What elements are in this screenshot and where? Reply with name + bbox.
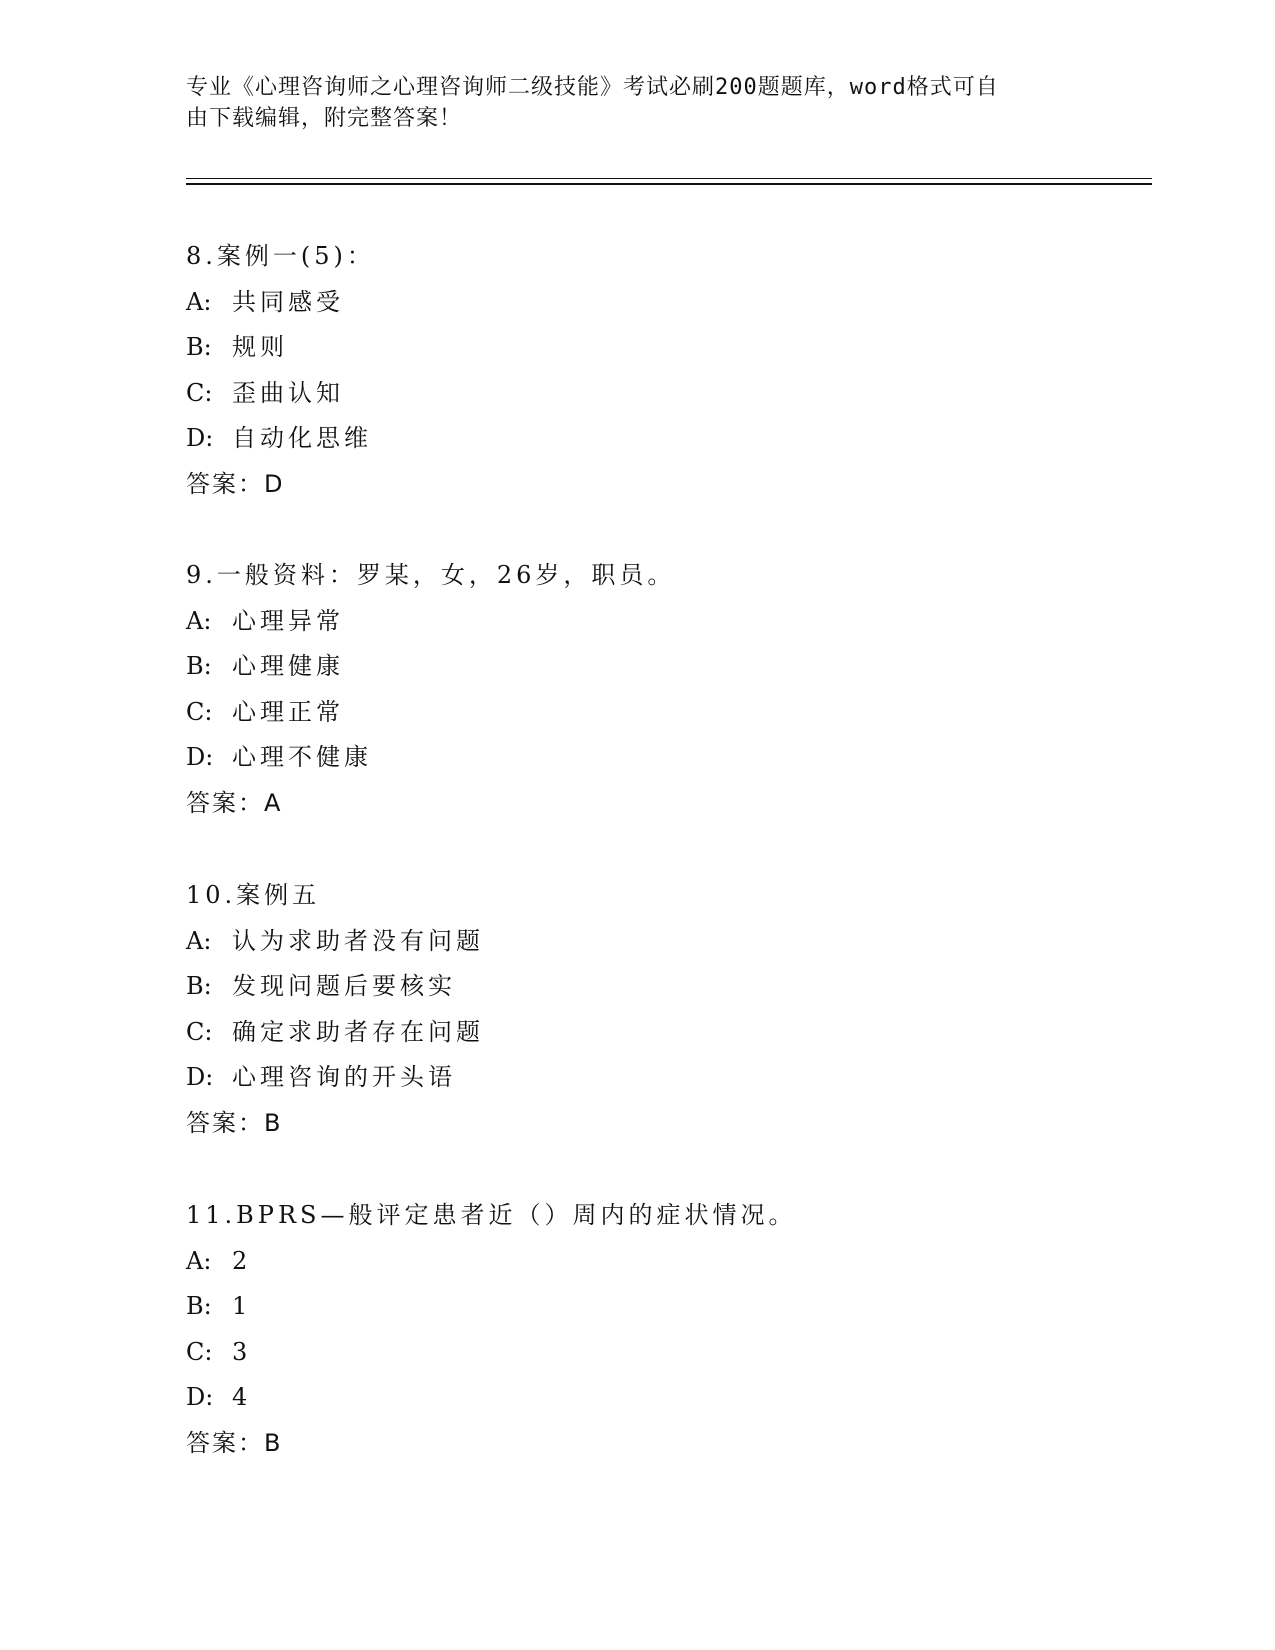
header-line-1: 专业《心理咨询师之心理咨询师二级技能》考试必刷200题题库，word格式可自 xyxy=(186,75,999,100)
option-text: 心理正常 xyxy=(232,697,344,726)
option-a xyxy=(186,1239,796,1285)
option-c xyxy=(186,690,675,736)
question-stem: 10.案例五 xyxy=(186,881,321,909)
question-stem: 9.一般资料：罗某，女，26岁，职员。 xyxy=(186,561,676,589)
option-a xyxy=(186,599,675,645)
question-8 xyxy=(186,234,375,507)
option-text: 发现问题后要核实 xyxy=(232,972,456,1000)
option-text: 规则 xyxy=(232,333,288,361)
option-letter: C: xyxy=(186,1017,213,1046)
header-divider-thin xyxy=(186,178,1152,179)
option-text: 心理不健康 xyxy=(232,743,372,771)
question-9 xyxy=(186,553,675,826)
option-letter: D: xyxy=(186,424,214,452)
option-b xyxy=(186,964,484,1010)
option-text: 2 xyxy=(232,1246,252,1275)
option-letter: B: xyxy=(186,652,212,680)
question-stem: 8.案例一(5)： xyxy=(186,242,375,270)
option-d xyxy=(186,1055,484,1101)
option-letter: A: xyxy=(186,926,212,955)
option-a xyxy=(186,280,375,326)
option-letter: B: xyxy=(186,1292,212,1320)
option-text: 1 xyxy=(232,1292,252,1320)
option-letter: A: xyxy=(186,606,212,635)
option-b xyxy=(186,1284,796,1330)
option-c xyxy=(186,1330,796,1376)
option-text: 认为求助者没有问题 xyxy=(232,926,484,955)
option-text: 共同感受 xyxy=(232,287,344,316)
option-text: 心理咨询的开头语 xyxy=(232,1063,456,1091)
option-text: 心理异常 xyxy=(232,606,344,635)
question-stem: 11.BPRS—般评定患者近（）周内的症状情况。 xyxy=(186,1201,797,1229)
option-c xyxy=(186,1010,484,1056)
answer-line: 答案：A xyxy=(186,788,283,817)
option-letter: A: xyxy=(186,287,212,316)
option-b xyxy=(186,644,675,690)
answer-line: 答案：B xyxy=(186,1108,283,1137)
document-header xyxy=(186,72,1086,134)
option-letter: C: xyxy=(186,697,213,726)
option-letter: C: xyxy=(186,378,213,407)
option-letter: D: xyxy=(186,1063,214,1091)
question-10 xyxy=(186,873,484,1146)
option-letter: A: xyxy=(186,1246,212,1275)
option-letter: B: xyxy=(186,333,212,361)
option-text: 心理健康 xyxy=(232,652,344,680)
header-line-2: 由下载编辑，附完整答案！ xyxy=(186,106,463,131)
option-text: 4 xyxy=(232,1383,252,1411)
option-d xyxy=(186,1375,796,1421)
option-d xyxy=(186,416,375,462)
option-text: 自动化思维 xyxy=(232,424,372,452)
option-c xyxy=(186,371,375,417)
option-letter: D: xyxy=(186,743,214,771)
option-text: 确定求助者存在问题 xyxy=(232,1017,484,1046)
option-letter: D: xyxy=(186,1383,214,1411)
option-letter: C: xyxy=(186,1337,213,1366)
option-letter: B: xyxy=(186,972,212,1000)
option-text: 3 xyxy=(232,1337,252,1366)
option-text: 歪曲认知 xyxy=(232,378,344,407)
question-11 xyxy=(186,1193,796,1466)
option-a xyxy=(186,919,484,965)
answer-line: 答案：B xyxy=(186,1428,283,1457)
option-d xyxy=(186,735,675,781)
answer-line: 答案：D xyxy=(186,469,285,498)
option-b xyxy=(186,325,375,371)
header-divider-thick xyxy=(186,183,1152,185)
